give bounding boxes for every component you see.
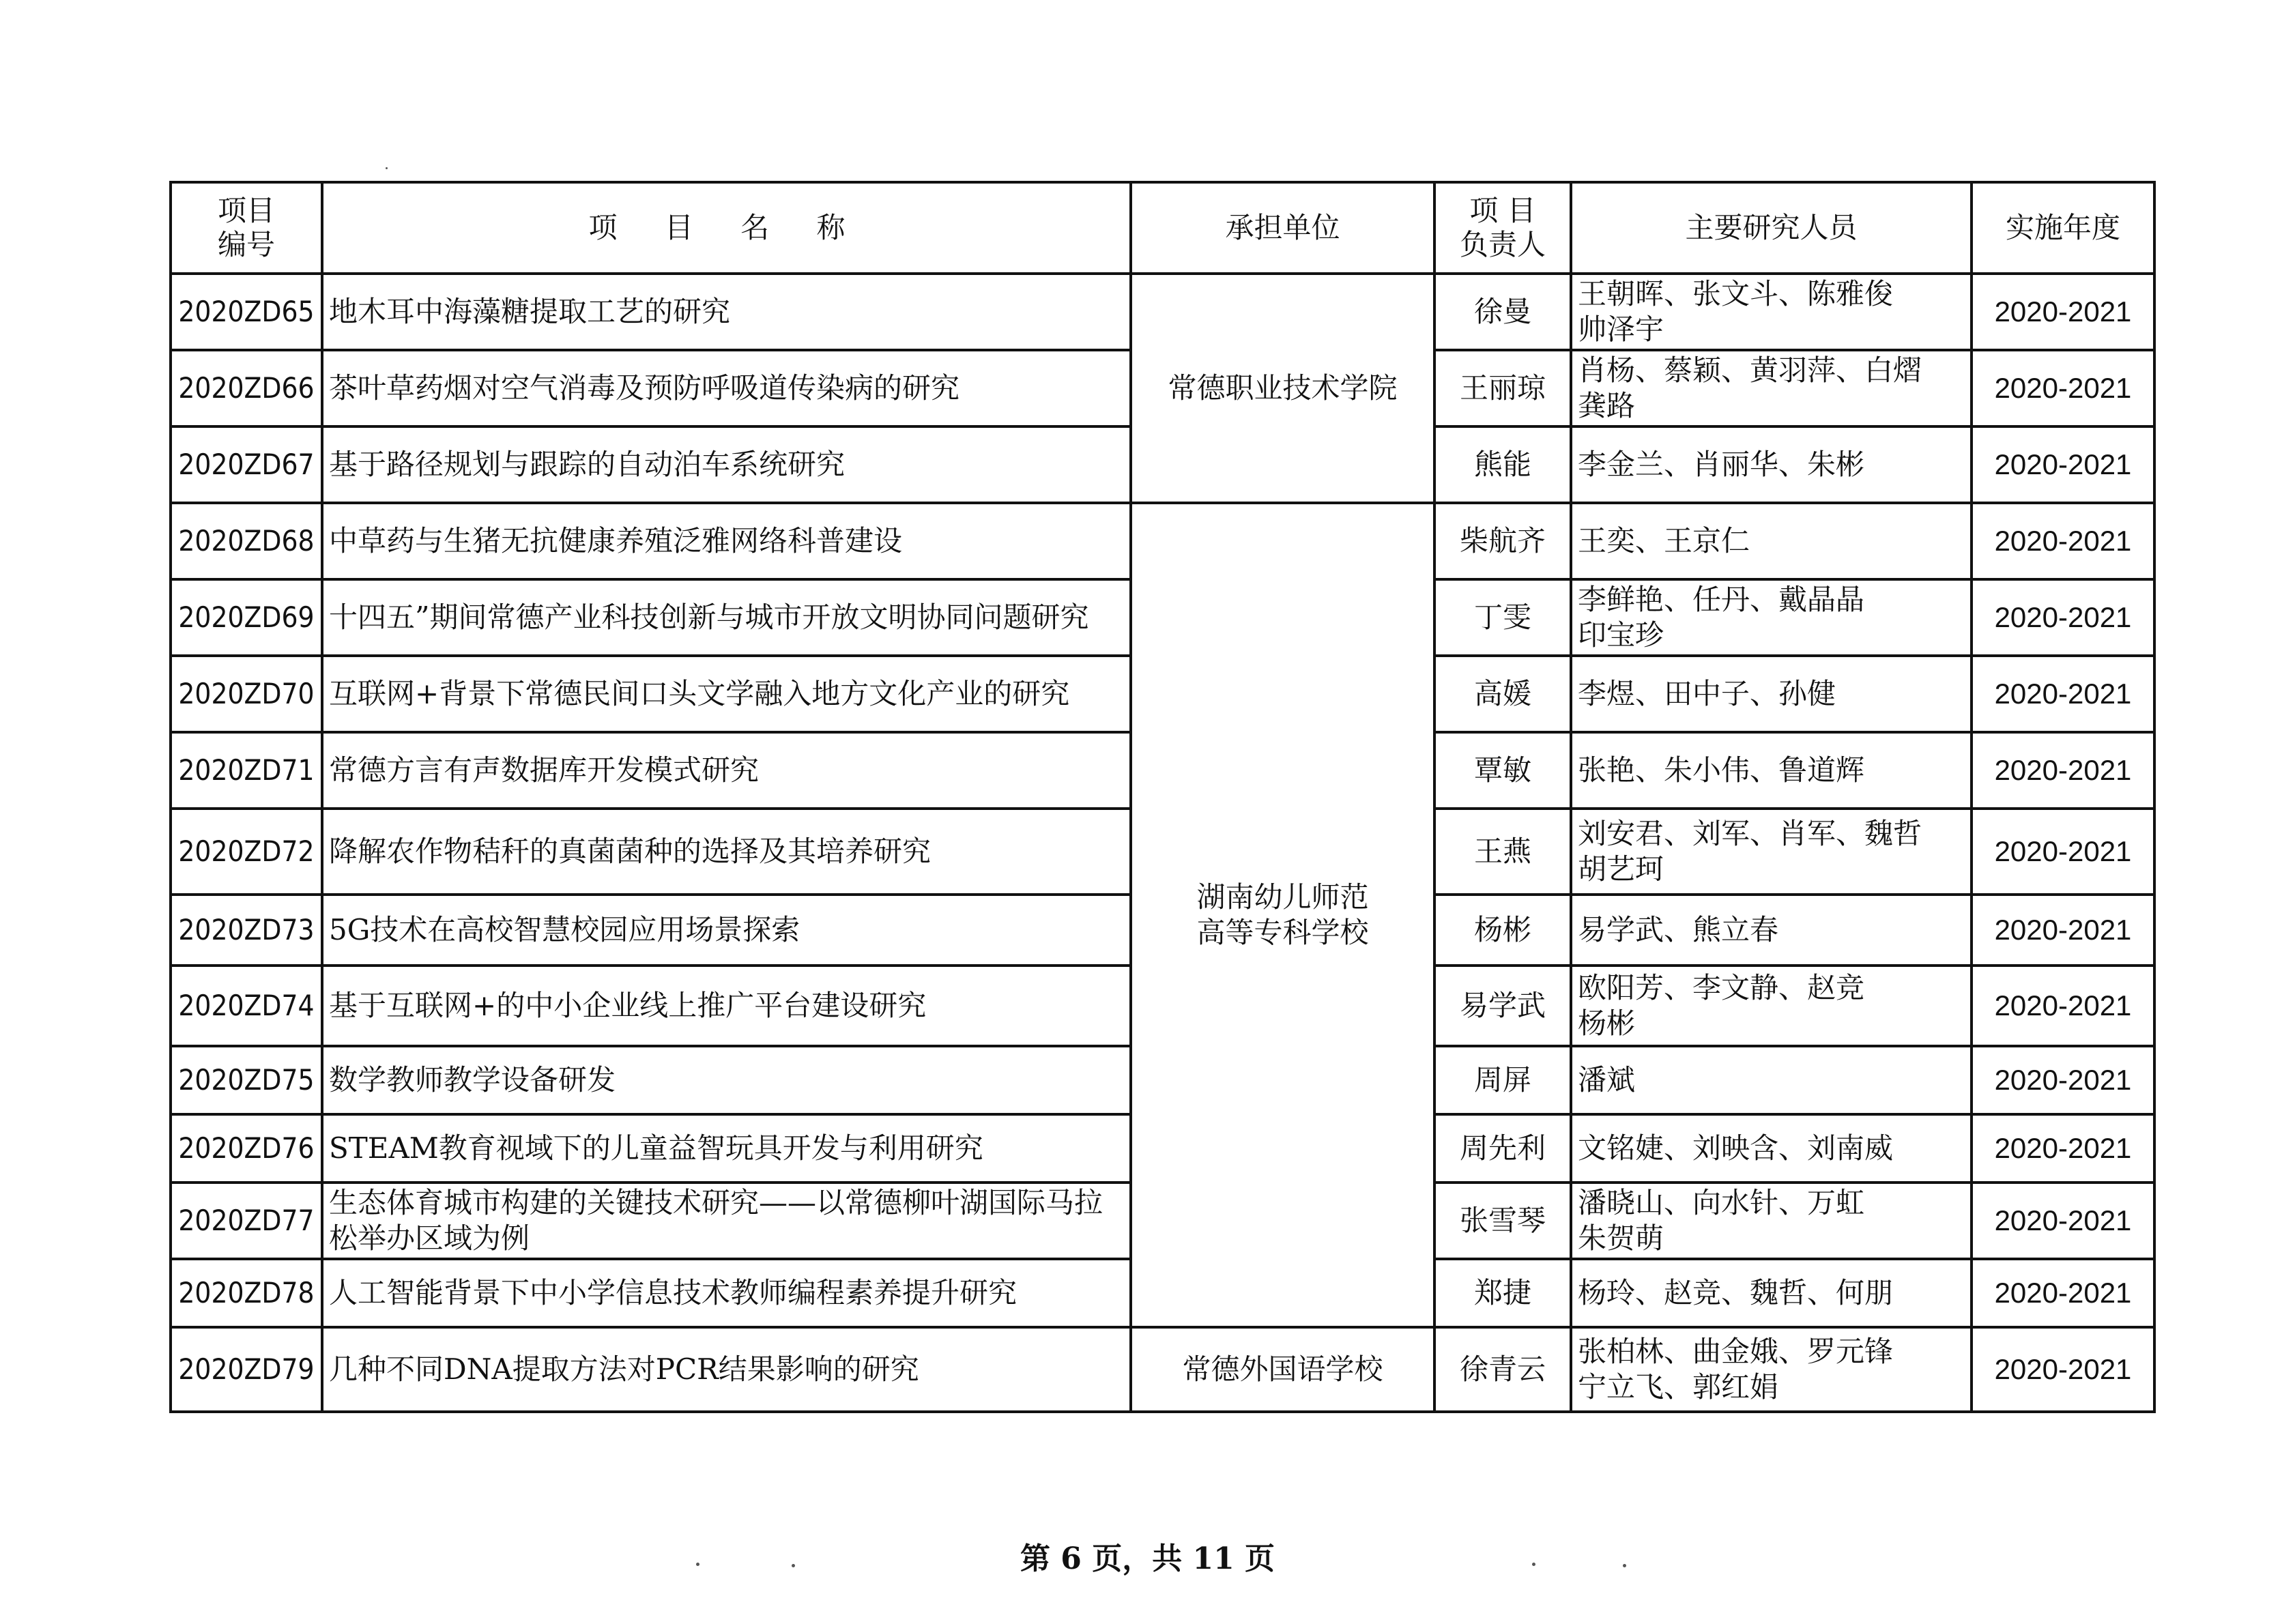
unit-line: 高等专科学校 [1196,916,1369,949]
members-line: 宁立飞、郭红娟 [1578,1370,1779,1404]
header-unit [1131,182,1434,274]
project-name-cell: 生态体育城市构建的关键技术研究——以常德柳叶湖国际马拉松举办区域为例 [322,1183,1131,1259]
table-row [171,503,2154,579]
year-cell: 2020-2021 [1972,966,2154,1046]
year-cell: 2020-2021 [1972,274,2154,350]
members-cell [1571,1114,1972,1183]
year-cell: 2020-2021 [1972,1259,2154,1327]
project-name-cell: 降解农作物秸秆的真菌菌种的选择及其培养研究 [322,809,1131,895]
project-name-cell: 数学教师教学设备研发 [322,1046,1131,1114]
leader-cell: 张雪琴 [1434,1183,1571,1259]
table-row [171,274,2154,350]
members-line: 易学武、熊立春 [1578,913,1779,946]
header-project-id-line-1: 项目 [217,194,275,227]
header-project-name-text: 项 目 名 称 [588,211,865,244]
members-line: 杨彬 [1578,1006,1636,1040]
project-name-cell: 地木耳中海藻糖提取工艺的研究 [322,274,1131,350]
header-project-id [171,182,322,274]
leader-cell: 郑捷 [1434,1259,1571,1327]
project-table [169,181,2156,1413]
project-id-cell: 2020ZD71 [171,732,322,809]
year-cell: 2020-2021 [1972,503,2154,579]
members-line: 龚路 [1578,389,1636,422]
leader-cell: 杨彬 [1434,895,1571,966]
members-line: 刘安君、刘军、肖军、魏哲 [1578,817,1922,850]
leader-cell: 丁雯 [1434,579,1571,656]
members-line: 张柏林、曲金娥、罗元锋 [1578,1335,1894,1368]
year-cell: 2020-2021 [1972,809,2154,895]
header-row [171,182,2154,274]
members-line: 王奕、王京仁 [1578,524,1750,557]
leader-cell: 王丽琼 [1434,350,1571,426]
leader-cell: 徐青云 [1434,1327,1571,1412]
members-line: 杨玲、赵竞、魏哲、何朋 [1578,1276,1894,1309]
project-id-cell: 2020ZD70 [171,656,322,732]
header-year-text: 实施年度 [2005,211,2120,244]
project-name-cell: 十四五”期间常德产业科技创新与城市开放文明协同问题研究 [322,579,1131,656]
header-project-name [322,182,1131,274]
members-line: 张艳、朱小伟、鲁道辉 [1578,753,1865,787]
header-members [1571,182,1972,274]
leader-cell: 柴航齐 [1434,503,1571,579]
project-name-cell: 中草药与生猪无抗健康养殖泛雅网络科普建设 [322,503,1131,579]
leader-cell: 周先利 [1434,1114,1571,1183]
project-name-cell: 互联网+背景下常德民间口头文学融入地方文化产业的研究 [322,656,1131,732]
leader-cell: 高媛 [1434,656,1571,732]
members-line: 胡艺珂 [1578,852,1664,886]
members-line: 王朝晖、张文斗、陈雅俊 [1578,277,1894,310]
members-cell [1571,966,1972,1046]
year-cell: 2020-2021 [1972,579,2154,656]
project-name-cell: 常德方言有声数据库开发模式研究 [322,732,1131,809]
project-id-cell: 2020ZD65 [171,274,322,350]
year-cell: 2020-2021 [1972,1046,2154,1114]
project-name-cell: 5G技术在高校智慧校园应用场景探索 [322,895,1131,966]
year-cell: 2020-2021 [1972,1114,2154,1183]
project-id-cell: 2020ZD74 [171,966,322,1046]
members-line: 肖杨、蔡颖、黄羽萍、白熠 [1578,353,1922,387]
leader-cell: 易学武 [1434,966,1571,1046]
members-cell [1571,732,1972,809]
header-members-text: 主要研究人员 [1685,211,1858,244]
unit-line: 湖南幼儿师范 [1196,880,1369,914]
project-name-cell: 基于路径规划与跟踪的自动泊车系统研究 [322,426,1131,503]
project-id-cell: 2020ZD76 [171,1114,322,1183]
scan-speck [696,1563,699,1566]
members-line: 帅泽宇 [1578,313,1664,346]
members-line: 印宝珍 [1578,618,1664,652]
members-cell [1571,274,1972,350]
unit-line: 常德外国语学校 [1182,1352,1383,1386]
members-cell [1571,1183,1972,1259]
year-cell: 2020-2021 [1972,1183,2154,1259]
unit-line: 常德职业技术学院 [1168,371,1398,405]
project-id-cell: 2020ZD68 [171,503,322,579]
project-id-cell: 2020ZD77 [171,1183,322,1259]
unit-cell [1131,503,1434,1327]
project-id-cell: 2020ZD69 [171,579,322,656]
members-line: 李金兰、肖丽华、朱彬 [1578,448,1865,481]
project-id-cell: 2020ZD72 [171,809,322,895]
table-row [171,1327,2154,1412]
year-cell: 2020-2021 [1972,426,2154,503]
members-cell [1571,1327,1972,1412]
leader-cell: 王燕 [1434,809,1571,895]
project-id-cell: 2020ZD67 [171,426,322,503]
project-id-cell: 2020ZD73 [171,895,322,966]
project-id-cell: 2020ZD75 [171,1046,322,1114]
project-name-cell: 人工智能背景下中小学信息技术教师编程素养提升研究 [322,1259,1131,1327]
scan-speck [1623,1564,1626,1567]
year-cell: 2020-2021 [1972,350,2154,426]
leader-cell: 覃敏 [1434,732,1571,809]
header-unit-text: 承担单位 [1225,211,1340,244]
project-name-cell: 基于互联网+的中小企业线上推广平台建设研究 [322,966,1131,1046]
header-year [1972,182,2154,274]
project-id-cell: 2020ZD79 [171,1327,322,1412]
members-line: 李煜、田中子、孙健 [1578,677,1836,710]
project-id-cell: 2020ZD78 [171,1259,322,1327]
members-cell [1571,350,1972,426]
members-cell [1571,426,1972,503]
scan-speck [1532,1563,1535,1566]
header-leader-line-1: 项 目 [1469,194,1536,227]
header-leader-line-2: 负责人 [1459,228,1546,261]
header-leader [1434,182,1571,274]
scan-speck [386,167,388,169]
year-cell: 2020-2021 [1972,732,2154,809]
project-name-cell: 几种不同DNA提取方法对PCR结果影响的研究 [322,1327,1131,1412]
members-cell [1571,1046,1972,1114]
members-cell [1571,809,1972,895]
year-cell: 2020-2021 [1972,895,2154,966]
members-line: 欧阳芳、李文静、赵竞 [1578,971,1865,1004]
members-line: 潘晓山、向水针、万虹 [1578,1186,1865,1219]
year-cell: 2020-2021 [1972,1327,2154,1412]
members-line: 李鲜艳、任丹、戴晶晶 [1578,583,1865,616]
page-number: 第 6 页，共 11 页 [1020,1541,1275,1576]
project-name-cell: STEAM教育视域下的儿童益智玩具开发与利用研究 [322,1114,1131,1183]
header-project-id-line-2: 编号 [217,228,275,261]
leader-cell: 熊能 [1434,426,1571,503]
unit-cell [1131,1327,1434,1412]
leader-cell: 徐曼 [1434,274,1571,350]
members-cell [1571,1259,1972,1327]
leader-cell: 周屏 [1434,1046,1571,1114]
year-cell: 2020-2021 [1972,656,2154,732]
members-line: 朱贺萌 [1578,1221,1664,1255]
members-cell [1571,503,1972,579]
members-line: 文铭婕、刘映含、刘南威 [1578,1131,1894,1165]
members-cell [1571,579,1972,656]
members-cell [1571,656,1972,732]
members-line: 潘斌 [1578,1063,1636,1097]
unit-cell [1131,274,1434,503]
members-cell [1571,895,1972,966]
scan-speck [792,1564,795,1567]
project-id-cell: 2020ZD66 [171,350,322,426]
project-name-cell: 茶叶草药烟对空气消毒及预防呼吸道传染病的研究 [322,350,1131,426]
